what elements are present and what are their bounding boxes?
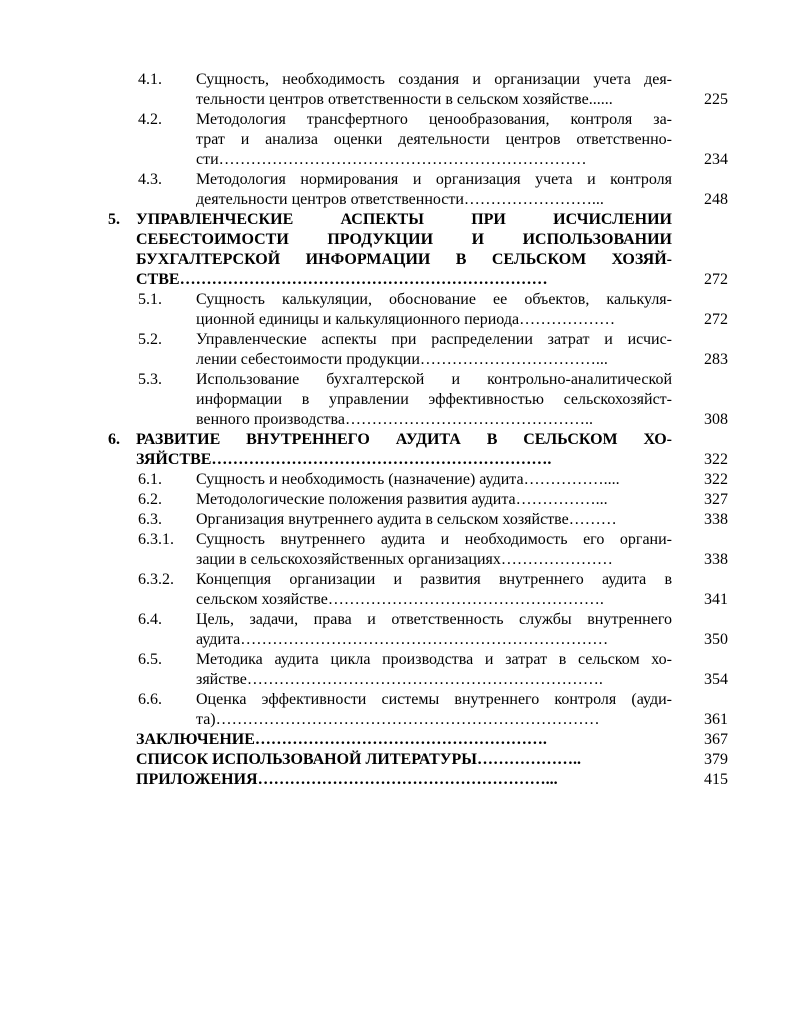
toc-entry-line: зации в сельскохозяйственных организациях………………… <box>196 551 613 568</box>
toc-entry-line: Методика аудита цикла производства и затрат в сельском хо- <box>196 651 672 668</box>
toc-entry-number: 5. <box>108 211 120 228</box>
toc-entry-page: 379 <box>704 751 728 768</box>
toc-entry-number: 5.3. <box>138 371 162 388</box>
toc-entry-line: Методология нормирования и организация учета и контроля <box>196 171 672 188</box>
toc-entry-line: СЕБЕСТОИМОСТИ ПРОДУКЦИИ И ИСПОЛЬЗОВАНИИ <box>136 231 672 248</box>
toc-entry-title <box>196 490 672 510</box>
toc-entry-page: 272 <box>704 311 728 328</box>
toc-entry-page: 350 <box>704 631 728 648</box>
toc-entry-title <box>136 750 672 770</box>
toc-entry-title <box>196 370 672 430</box>
toc-entry-line: та)……………………………………………………………… <box>196 711 600 728</box>
toc-entry-line: СТВЕ…………………………………………………………… <box>136 271 548 288</box>
toc-entry-title <box>196 290 672 330</box>
toc-entry <box>108 70 728 110</box>
toc-entry-line: БУХГАЛТЕРСКОЙ ИНФОРМАЦИИ В СЕЛЬСКОМ ХОЗЯЙ- <box>136 251 672 268</box>
toc-entry-line: УПРАВЛЕНЧЕСКИЕ АСПЕКТЫ ПРИ ИСЧИСЛЕНИИ <box>136 211 672 228</box>
toc-entry-title <box>136 770 672 790</box>
toc-entry <box>108 170 728 210</box>
toc-entry-title <box>196 570 672 610</box>
toc-entry-title <box>196 650 672 690</box>
toc-entry <box>108 770 728 790</box>
toc-entry-page: 327 <box>704 491 728 508</box>
toc-entry-line: Использование бухгалтерской и контрольно-аналитической <box>196 371 672 388</box>
toc-entry-line: Методология трансфертного ценообразования, контроля за- <box>196 111 672 128</box>
toc-entry-title <box>196 170 672 210</box>
toc-entry-title <box>196 690 672 730</box>
toc-entry-page: 361 <box>704 711 728 728</box>
toc-entry-page: 283 <box>704 351 728 368</box>
toc-entry <box>108 750 728 770</box>
toc-entry-line: СПИСОК ИСПОЛЬЗОВАНОЙ ЛИТЕРАТУРЫ……………….. <box>136 751 581 768</box>
toc-entry <box>108 490 728 510</box>
toc-entry-number: 6.3. <box>138 511 162 528</box>
toc-entry-line: лении себестоимости продукции……………………………... <box>196 351 608 368</box>
toc-entry-line: ЗЯЙСТВЕ………………………………………………………. <box>136 451 552 468</box>
toc-entry <box>108 530 728 570</box>
toc-entry <box>108 650 728 690</box>
toc-entry-line: Концепция организации и развития внутреннего аудита в <box>196 571 672 588</box>
toc-entry-title <box>196 530 672 570</box>
toc-entry <box>108 510 728 530</box>
toc-entry-line: Управленческие аспекты при распределении затрат и исчис- <box>196 331 672 348</box>
toc-entry-title <box>136 730 672 750</box>
toc-entry <box>108 470 728 490</box>
toc-entry <box>108 110 728 170</box>
toc-entry-number: 4.3. <box>138 171 162 188</box>
toc-entry-number: 4.2. <box>138 111 162 128</box>
toc-entry-line: ЗАКЛЮЧЕНИЕ………………………………………………. <box>136 731 547 748</box>
toc-entry-number: 6.5. <box>138 651 162 668</box>
toc-entry-line: ционной единицы и калькуляционного периода……………… <box>196 311 616 328</box>
toc-entry-page: 322 <box>704 451 728 468</box>
toc-entry-line: венного производства……………………………………….. <box>196 411 593 428</box>
toc-entry-page: 341 <box>704 591 728 608</box>
toc-entry-line: зяйстве…………………………………………………………. <box>196 671 603 688</box>
toc-entry-title <box>196 610 672 650</box>
toc-entry-title <box>196 110 672 170</box>
toc-entry <box>108 290 728 330</box>
toc-entry-page: 367 <box>704 731 728 748</box>
toc-entry-line: Методологические положения развития аудита……………... <box>196 491 608 508</box>
toc-entry-page: 248 <box>704 191 728 208</box>
toc-entry-number: 6.1. <box>138 471 162 488</box>
toc-entry-line: Сущность внутреннего аудита и необходимость его органи- <box>196 531 672 548</box>
toc-entry-page: 415 <box>704 771 728 788</box>
toc-entry-page: 225 <box>704 91 728 108</box>
toc-entry-line: Цель, задачи, права и ответственность службы внутреннего <box>196 611 672 628</box>
toc-entry-number: 5.2. <box>138 331 162 348</box>
toc-entry-number: 6. <box>108 431 120 448</box>
toc-entry-number: 6.2. <box>138 491 162 508</box>
toc-entry-line: сельском хозяйстве……………………………………………. <box>196 591 604 608</box>
toc-entry-line: аудита…………………………………………………………… <box>196 631 609 648</box>
toc-entry-page: 322 <box>704 471 728 488</box>
toc-entry-line: Сущность и необходимость (назначение) аудита…………….... <box>196 471 620 488</box>
toc-entry-number: 6.4. <box>138 611 162 628</box>
toc-entry-line: сти…………………………………………………………… <box>196 151 587 168</box>
toc-entry-number: 6.6. <box>138 691 162 708</box>
toc-entry <box>108 690 728 730</box>
toc-entry-title <box>136 430 672 470</box>
toc-entry-line: РАЗВИТИЕ ВНУТРЕННЕГО АУДИТА В СЕЛЬСКОМ ХО- <box>136 431 672 448</box>
toc-entry-page: 338 <box>704 551 728 568</box>
toc-entry-line: Сущность калькуляции, обоснование ее объектов, калькуля- <box>196 291 672 308</box>
toc-entry-line: информации в управлении эффективностью сельскохозяйст- <box>196 391 672 408</box>
toc-entry-line: тельности центров ответственности в сельском хозяйстве...... <box>196 91 613 108</box>
toc-entry-line: трат и анализа оценки деятельности центров ответственно- <box>196 131 672 148</box>
toc-entry-title <box>196 330 672 370</box>
toc-entry-number: 6.3.1. <box>138 531 174 548</box>
toc-entry <box>108 370 728 430</box>
toc-entry-number: 4.1. <box>138 71 162 88</box>
toc-entry <box>108 730 728 750</box>
toc-entry-number: 6.3.2. <box>138 571 174 588</box>
toc-entry <box>108 330 728 370</box>
toc-entry-title <box>136 210 672 290</box>
toc-entry-number: 5.1. <box>138 291 162 308</box>
toc-entry-line: деятельности центров ответственности……………………... <box>196 191 604 208</box>
toc-entry-line: Сущность, необходимость создания и организации учета дея- <box>196 71 672 88</box>
toc-entry-title <box>196 510 672 530</box>
table-of-contents <box>108 70 728 790</box>
toc-entry-line: ПРИЛОЖЕНИЯ………………………………………………... <box>136 771 558 788</box>
toc-entry-page: 338 <box>704 511 728 528</box>
toc-entry-title <box>196 70 672 110</box>
toc-entry <box>108 210 728 290</box>
toc-entry <box>108 570 728 610</box>
toc-entry-page: 234 <box>704 151 728 168</box>
toc-entry-line: Организация внутреннего аудита в сельском хозяйстве……… <box>196 511 617 528</box>
toc-entry-page: 308 <box>704 411 728 428</box>
toc-entry <box>108 610 728 650</box>
toc-entry-page: 272 <box>704 271 728 288</box>
toc-entry-page: 354 <box>704 671 728 688</box>
toc-entry <box>108 430 728 470</box>
toc-entry-title <box>196 470 672 490</box>
toc-entry-line: Оценка эффективности системы внутреннего контроля (ауди- <box>196 691 672 708</box>
